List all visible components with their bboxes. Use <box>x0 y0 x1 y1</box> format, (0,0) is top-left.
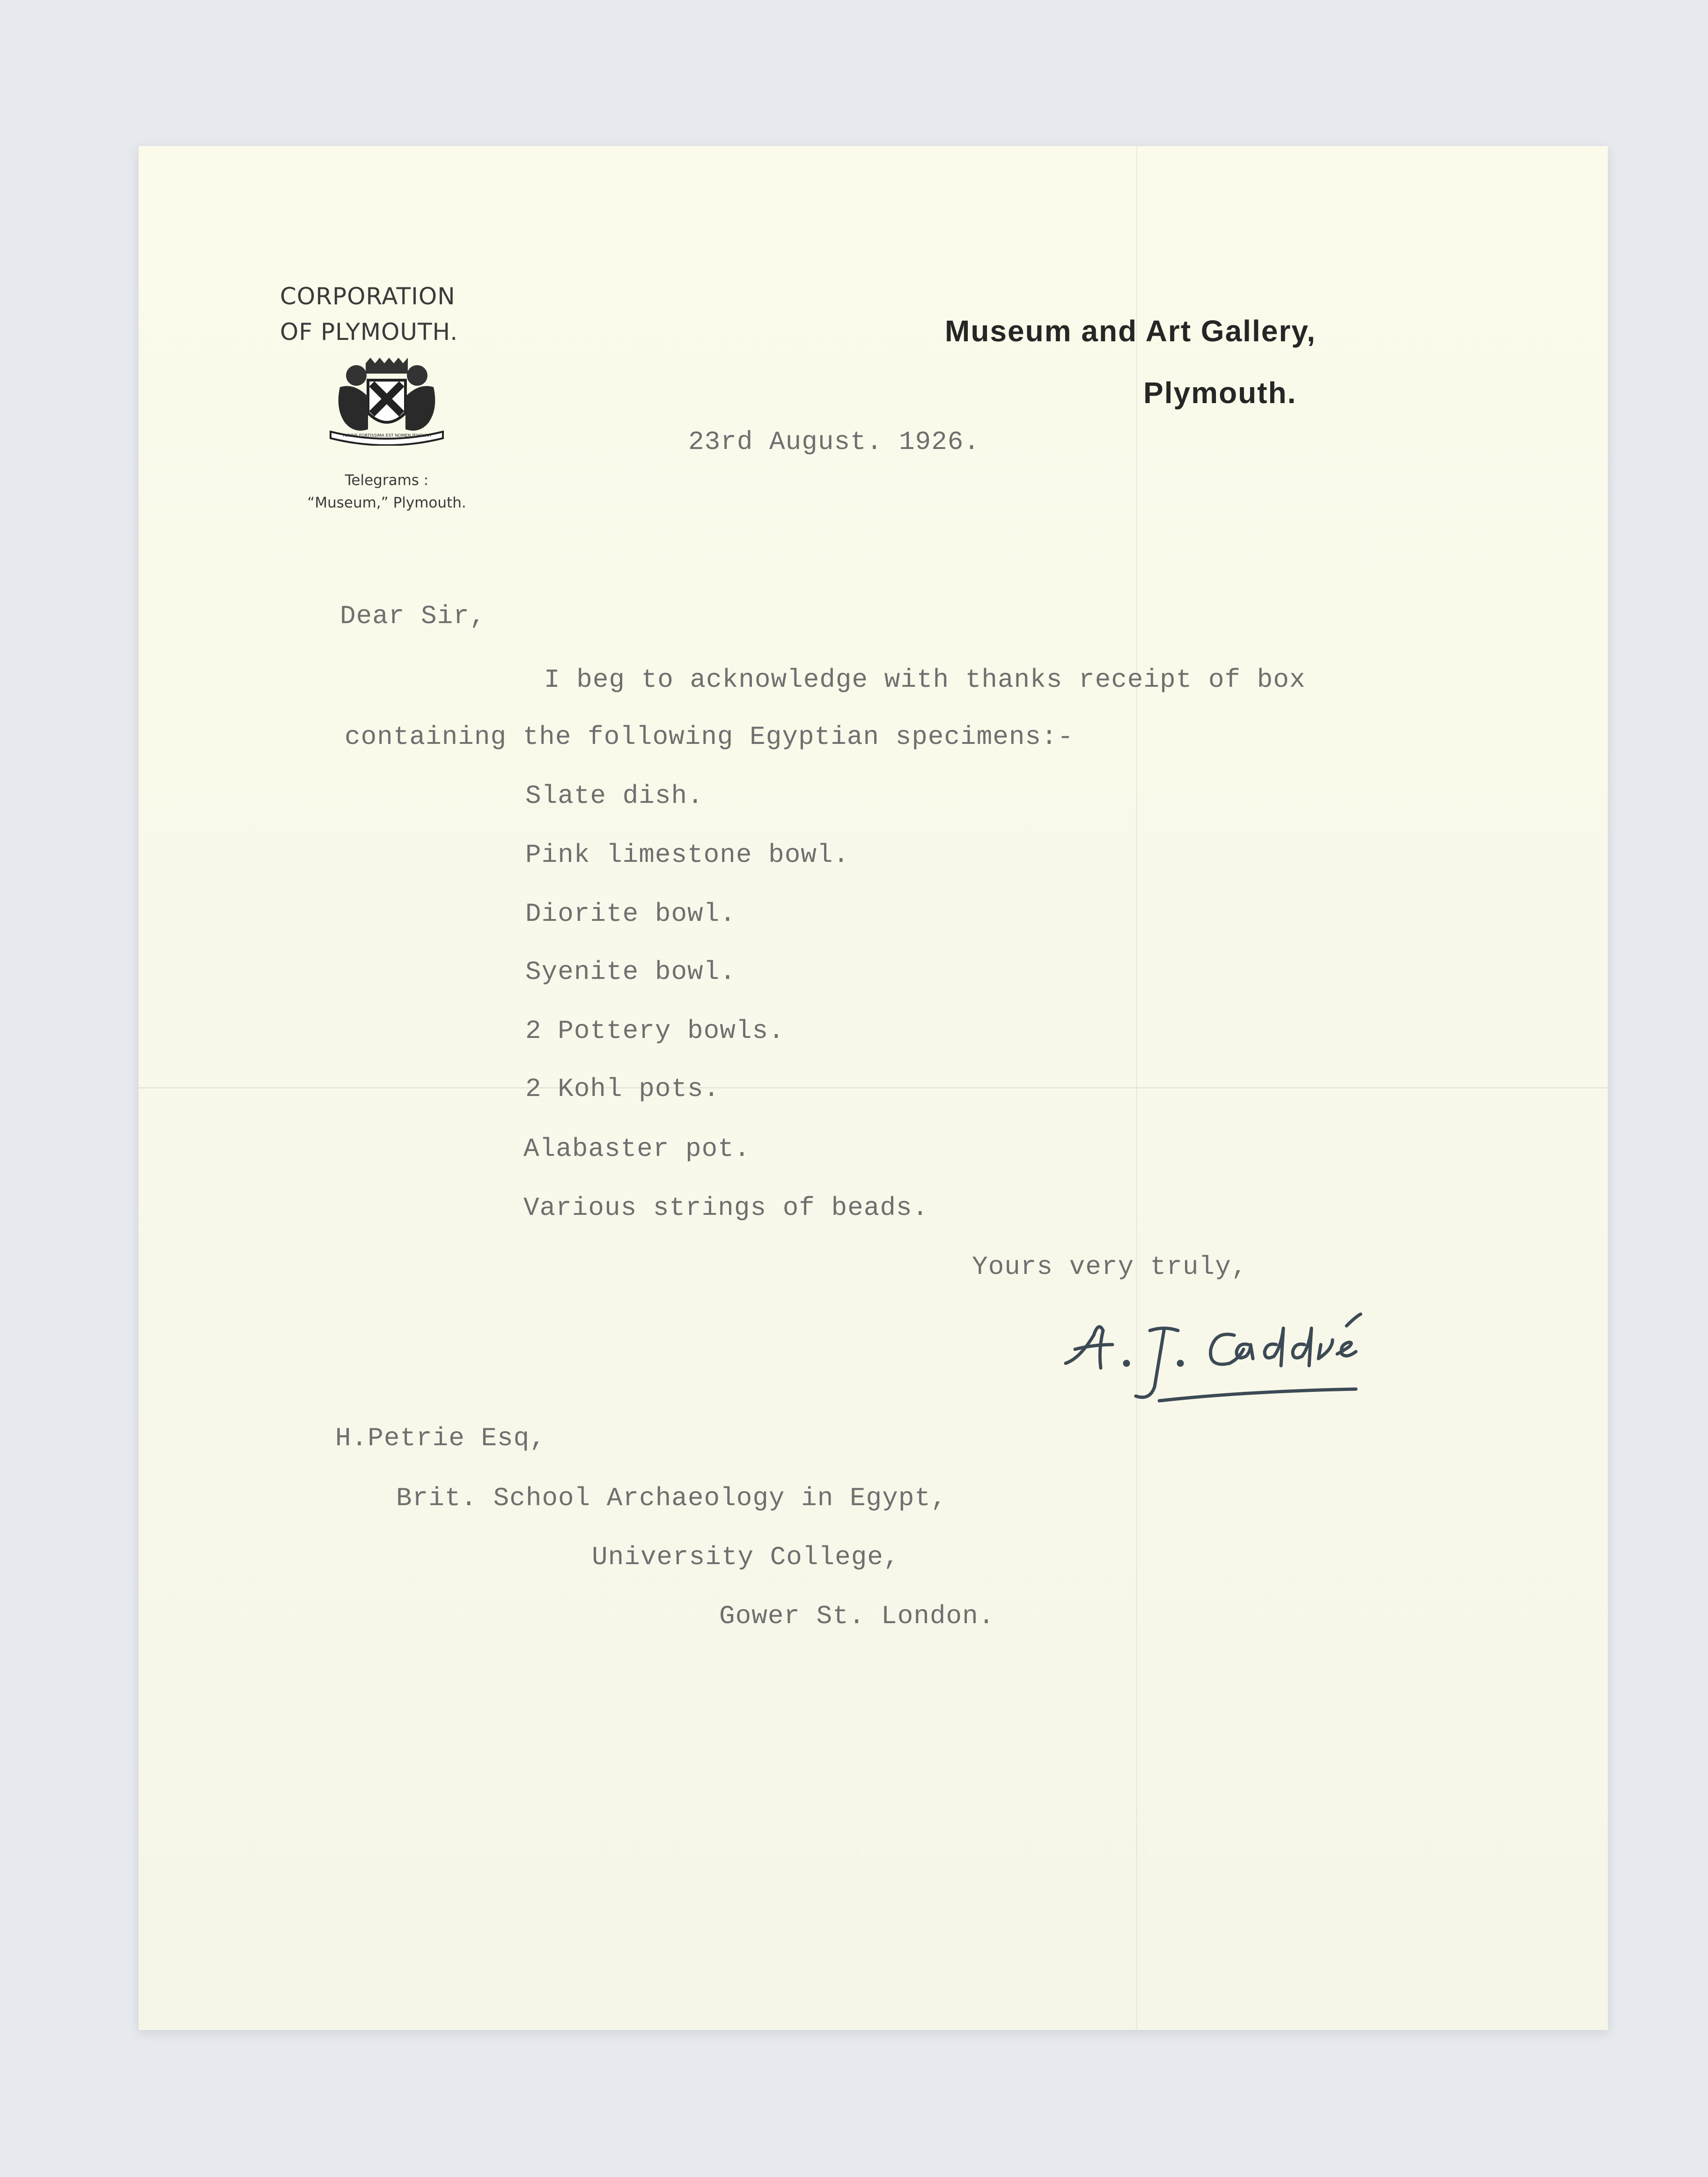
addressee-name: H.Petrie Esq, <box>335 1423 546 1453</box>
specimen-item: Syenite bowl. <box>525 957 736 987</box>
specimen-item: Alabaster pot. <box>523 1134 751 1164</box>
body-line-1: I beg to acknowledge with thanks receipt of box <box>544 665 1306 695</box>
addressee-line: University College, <box>592 1542 900 1572</box>
telegrams-note <box>288 469 485 514</box>
corporation-line-2: OF PLYMOUTH. <box>280 318 458 346</box>
specimen-item: Slate dish. <box>525 781 704 811</box>
crest-motto: TURRIS FORTISSIMA EST NOMEN JEHOVAH <box>342 434 431 438</box>
institution-name: Museum and Art Gallery, <box>945 314 1316 348</box>
body-line-2: containing the following Egyptian specimens:- <box>345 722 1074 752</box>
fold-line-vertical <box>1136 146 1137 2030</box>
corporation-heading <box>280 279 458 350</box>
letter-page <box>139 146 1608 2030</box>
corporation-line-1: CORPORATION <box>280 283 456 310</box>
fold-line-horizontal <box>139 1087 1608 1088</box>
specimen-item: Various strings of beads. <box>523 1193 929 1223</box>
plymouth-crest-icon <box>312 357 462 446</box>
telegrams-label: Telegrams : <box>345 472 429 489</box>
addressee-line: Brit. School Archaeology in Egypt, <box>396 1483 947 1513</box>
salutation: Dear Sir, <box>340 601 486 631</box>
signature-image <box>1056 1293 1412 1405</box>
specimen-item: Pink limestone bowl. <box>525 840 850 870</box>
addressee-line: Gower St. London. <box>719 1601 995 1631</box>
specimen-item: 2 Pottery bowls. <box>525 1016 785 1046</box>
closing: Yours very truly, <box>972 1252 1248 1282</box>
specimen-item: 2 Kohl pots. <box>525 1074 720 1104</box>
institution-city: Plymouth. <box>1143 376 1297 410</box>
specimen-item: Diorite bowl. <box>525 899 736 929</box>
telegrams-address: “Museum,” Plymouth. <box>307 494 466 511</box>
letter-date: 23rd August. 1926. <box>688 427 980 457</box>
